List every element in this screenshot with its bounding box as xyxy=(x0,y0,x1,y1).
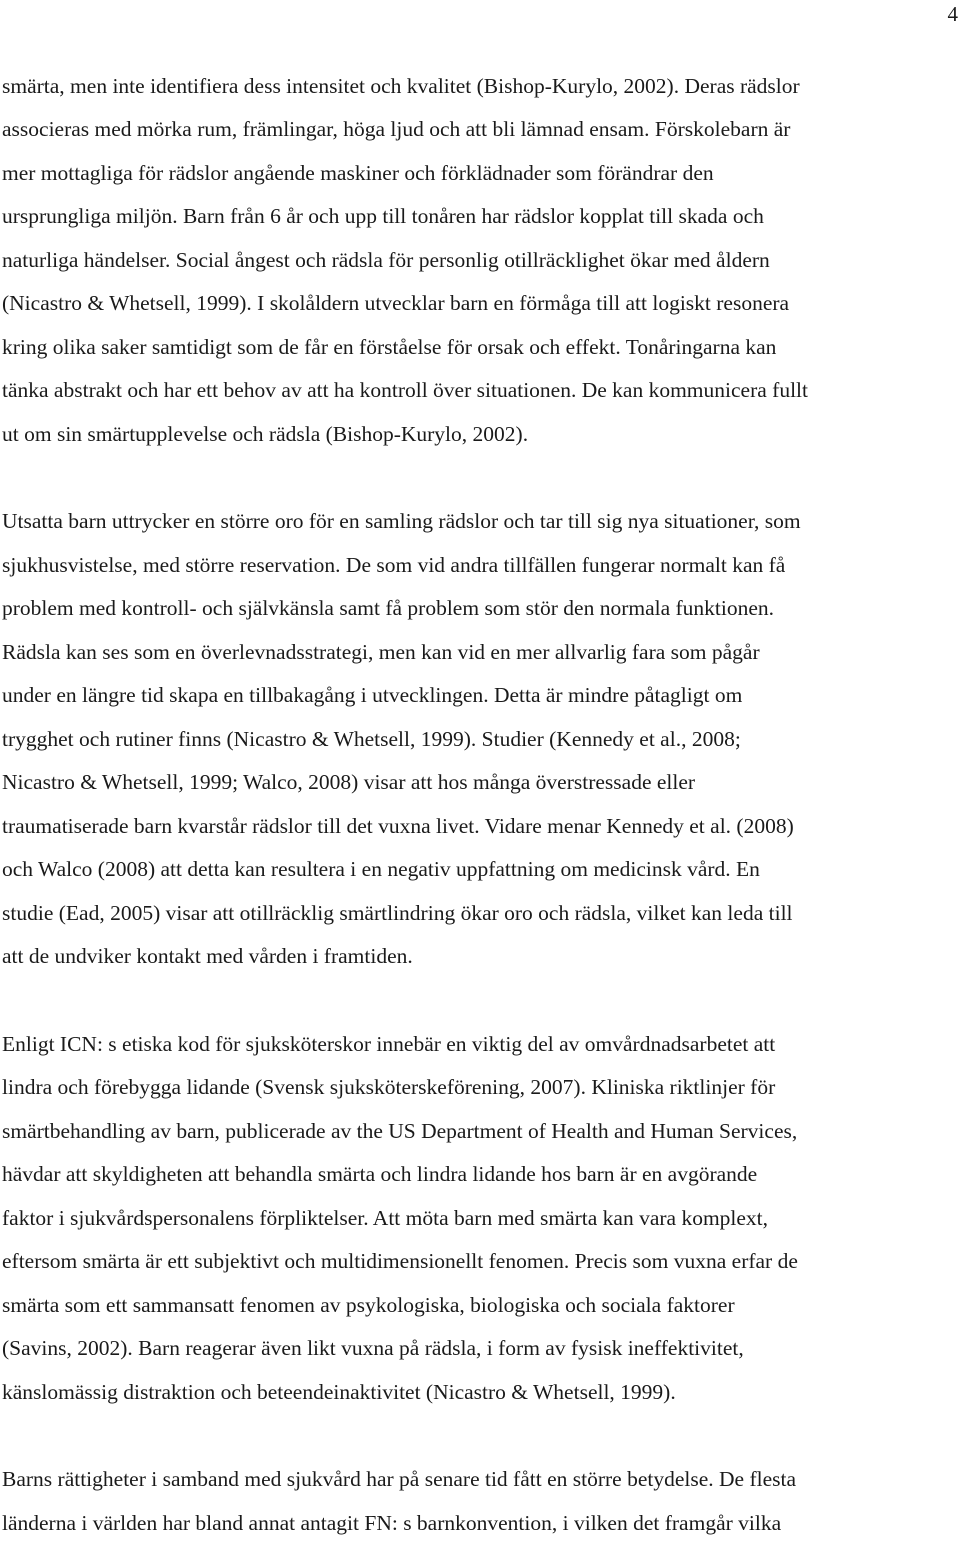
text-line: lindra och förebygga lidande (Svensk sjuksköterskeförening, 2007). Kliniska riktlinjer för xyxy=(2,1075,776,1099)
text-line: faktor i sjukvårdspersonalens förpliktelser. Att möta barn med smärta kan vara komplext, xyxy=(2,1206,769,1230)
text-line: smärta som ett sammansatt fenomen av psykologiska, biologiska och sociala faktorer xyxy=(2,1293,735,1317)
text-line: studie (Ead, 2005) visar att otillräcklig smärtlindring ökar oro och rädsla, vilket kan leda till xyxy=(2,901,793,925)
text-line: associeras med mörka rum, främlingar, höga ljud och att bli lämnad ensam. Förskolebarn är xyxy=(2,117,791,141)
text-line: Barns rättigheter i samband med sjukvård har på senare tid fått en större betydelse. De flesta xyxy=(2,1467,797,1491)
text-line: ut om sin smärtupplevelse och rädsla (Bishop-Kurylo, 2002). xyxy=(2,422,529,446)
text-line: (Savins, 2002). Barn reagerar även likt vuxna på rädsla, i form av fysisk ineffektivitet, xyxy=(2,1336,744,1360)
page-number: 4 xyxy=(947,2,958,26)
text-line: hävdar att skyldigheten att behandla smärta och lindra lidande hos barn är en avgörande xyxy=(2,1162,758,1186)
text-line: mer mottagliga för rädslor angående maskiner och förklädnader som förändrar den xyxy=(2,161,714,185)
text-line: traumatiserade barn kvarstår rädslor till det vuxna livet. Vidare menar Kennedy et al. (2008) xyxy=(2,814,794,838)
text-line: trygghet och rutiner finns (Nicastro & Whetsell, 1999). Studier (Kennedy et al., 2008; xyxy=(2,727,741,751)
text-line: Enligt ICN: s etiska kod för sjuksköterskor innebär en viktig del av omvårdnadsarbetet att xyxy=(2,1032,776,1056)
text-line: att de undviker kontakt med vården i framtiden. xyxy=(2,944,413,968)
text-line: länderna i världen har bland annat antagit FN: s barnkonvention, i vilken det framgår vilka xyxy=(2,1511,782,1535)
text-line: naturliga händelser. Social ångest och rädsla för personlig otillräcklighet ökar med åldern xyxy=(2,248,770,272)
text-line: Rädsla kan ses som en överlevnadsstrategi, men kan vid en mer allvarlig fara som pågår xyxy=(2,640,760,664)
text-line: känslomässig distraktion och beteendeinaktivitet (Nicastro & Whetsell, 1999). xyxy=(2,1380,676,1404)
text-line: smärtbehandling av barn, publicerade av the US Department of Health and Human Services, xyxy=(2,1119,798,1143)
text-line: kring olika saker samtidigt som de får en förståelse för orsak och effekt. Tonåringarna kan xyxy=(2,335,777,359)
text-line: och Walco (2008) att detta kan resultera i en negativ uppfattning om medicinsk vård. En xyxy=(2,857,760,881)
text-line: sjukhusvistelse, med större reservation. De som vid andra tillfällen fungerar normalt kan få xyxy=(2,553,786,577)
text-line: smärta, men inte identifiera dess intensitet och kvalitet (Bishop-Kurylo, 2002). Deras rädslor xyxy=(2,74,800,98)
text-line: Utsatta barn uttrycker en större oro för en samling rädslor och tar till sig nya situationer, som xyxy=(2,509,801,533)
text-line: (Nicastro & Whetsell, 1999). I skolåldern utvecklar barn en förmåga till att logiskt resonera xyxy=(2,291,790,315)
text-line: eftersom smärta är ett subjektivt och multidimensionellt fenomen. Precis som vuxna erfar de xyxy=(2,1249,798,1273)
text-line: problem med kontroll- och självkänsla samt få problem som stör den normala funktionen. xyxy=(2,596,775,620)
text-line: under en längre tid skapa en tillbakagång i utvecklingen. Detta är mindre påtagligt om xyxy=(2,683,743,707)
text-line: ursprungliga miljön. Barn från 6 år och upp till tonåren har rädslor kopplat till skada och xyxy=(2,204,764,228)
text-line: Nicastro & Whetsell, 1999; Walco, 2008) visar att hos många överstressade eller xyxy=(2,770,696,794)
text-line: tänka abstrakt och har ett behov av att ha kontroll över situationen. De kan kommunicera fullt xyxy=(2,378,808,402)
